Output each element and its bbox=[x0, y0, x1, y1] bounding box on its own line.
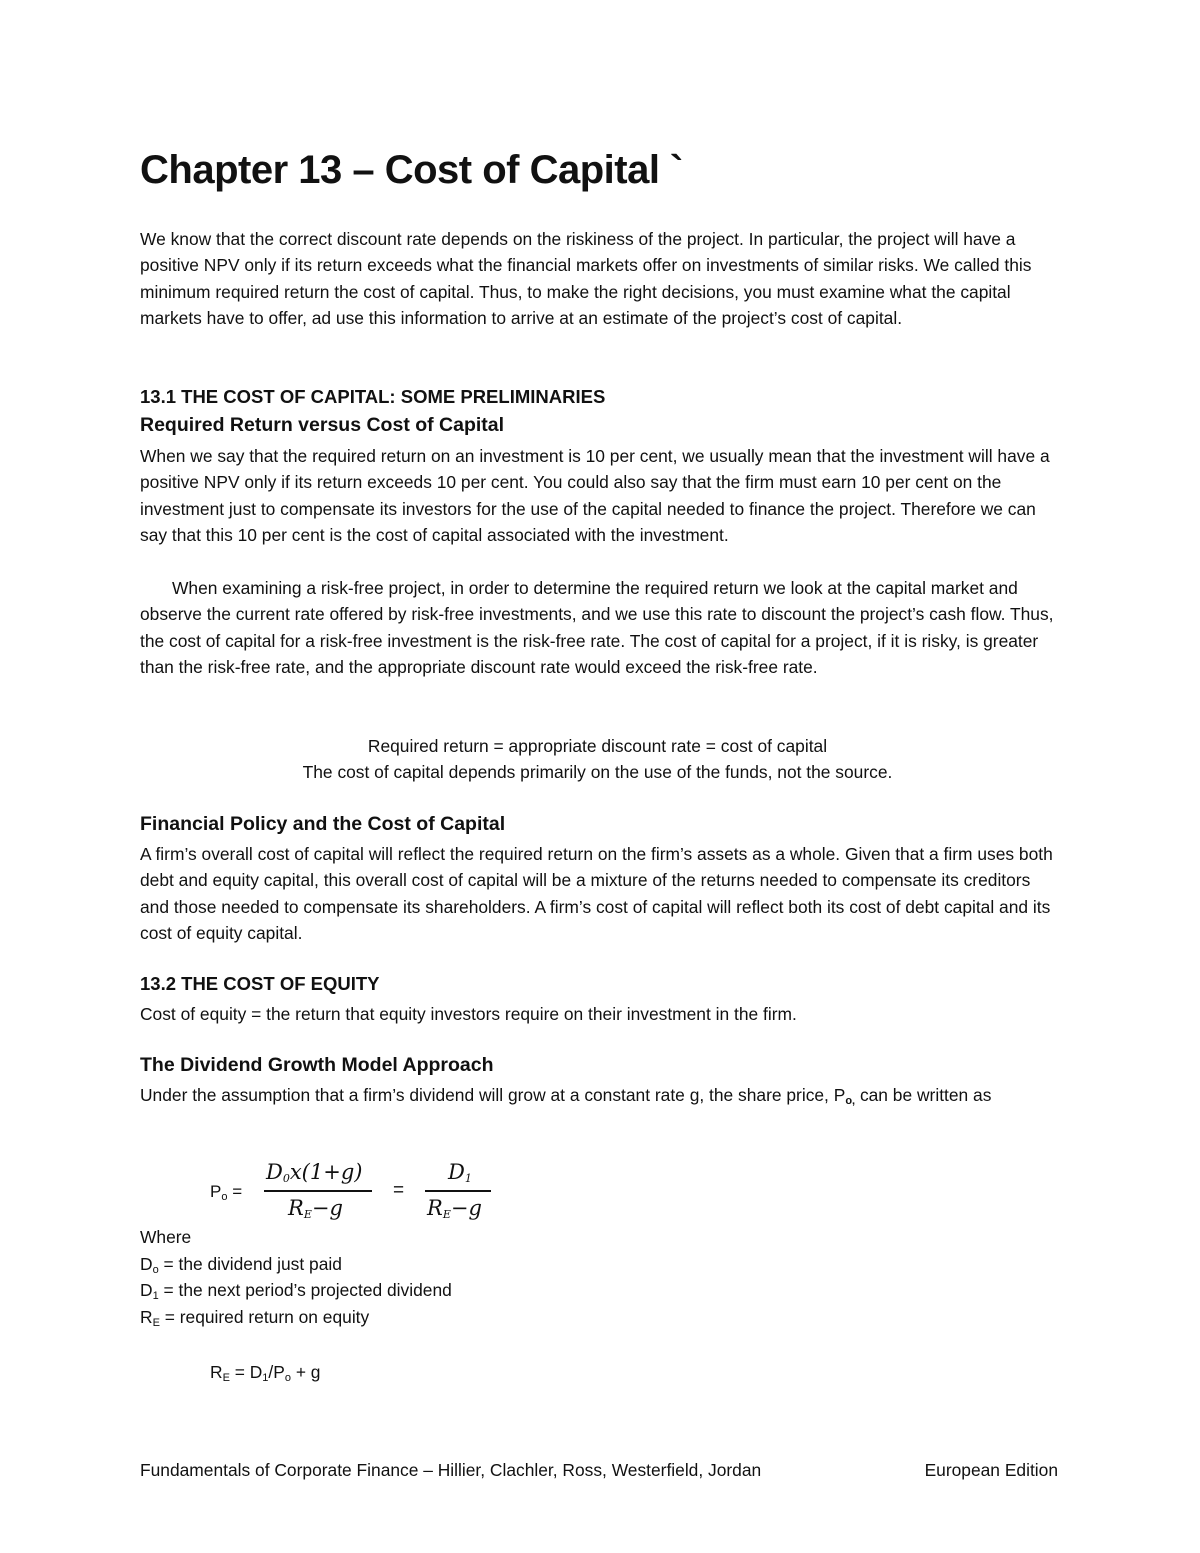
formula-denominator-1: $R_E-g$ bbox=[288, 1196, 343, 1221]
fraction-bar-1 bbox=[264, 1190, 372, 1192]
dividend-growth-paragraph: Under the assumption that a firm’s dividend will grow at a constant rate g, the share price, $P_{o,}$ can be written as bbox=[140, 1085, 992, 1107]
footer-edition: European Edition bbox=[924, 1460, 1058, 1480]
intro-paragraph: We know that the correct discount rate depends on the riskiness of the project. In particular, the project will have a positive NPV only if its return exceeds what the financial markets offer on investments of similar risks. We called this minimum required return the cost of capital. Thus, to make the right decisions, you must examine what the capital markets have to offer, ad use this information to arrive at an estimate of the project’s cost of capital. bbox=[140, 229, 1032, 329]
definition-d0: $D_o$ = the dividend just paid bbox=[140, 1254, 342, 1276]
page-footer bbox=[140, 1460, 1058, 1481]
dividend-growth-formula bbox=[140, 1160, 540, 1230]
dividend-growth-subheading: The Dividend Growth Model Approach bbox=[140, 1054, 494, 1076]
risk-free-paragraph: When examining a risk-free project, in order to determine the required return we look at the capital market and observe the current rate offered by risk-free investments, and we use this rate to discount the project’s cash flow. Thus, the cost of capital for a risk-free investment is the risk-free rate. The cost of capital for a project, if it is risky, is greater than the risk-free rate, and the appropriate discount rate would exceed the risk-free rate. bbox=[140, 578, 1054, 678]
footer-book-title: Fundamentals of Corporate Finance – Hillier, Clachler, Ross, Westerfield, Jordan bbox=[140, 1460, 762, 1480]
section-13-2-heading: 13.2 THE COST OF EQUITY bbox=[140, 973, 380, 994]
cost-of-equity-definition: Cost of equity = the return that equity investors require on their investment in the firm. bbox=[140, 1004, 797, 1024]
required-return-subheading: Required Return versus Cost of Capital bbox=[140, 414, 505, 436]
required-return-paragraph: When we say that the required return on an investment is 10 per cent, we usually mean that the investment will have a positive NPV only if its return exceeds 10 per cent. You could also say that the firm must earn 10 per cent on the investment just to compensate its investors for the use of the capital needed to finance the project. Therefore we can say that this 10 per cent is the cost of capital associated with the investment. bbox=[140, 446, 1050, 546]
cost-of-capital-note: The cost of capital depends primarily on the use of the funds, not the source. bbox=[302, 762, 893, 782]
required-return-equation: Required return = appropriate discount rate = cost of capital bbox=[367, 736, 828, 756]
formula-equals: = bbox=[393, 1180, 405, 1201]
formula-denominator-2: $R_E-g$ bbox=[427, 1196, 482, 1221]
cost-of-equity-equation: $R_E = D_1/P_o + g$ bbox=[210, 1362, 321, 1384]
definition-re: $R_E$ = required return on equity bbox=[140, 1307, 370, 1329]
section-13-1-heading: 13.1 THE COST OF CAPITAL: SOME PRELIMINARIES bbox=[140, 386, 606, 407]
formula-numerator-2: $D_1$ bbox=[448, 1160, 472, 1185]
where-label: Where bbox=[140, 1227, 192, 1247]
financial-policy-paragraph: A firm’s overall cost of capital will reflect the required return on the firm’s assets as a whole. Given that a firm uses both debt and equity capital, this overall cost of capital will be a mixture of the returns needed to compensate its creditors and those needed to compensate its shareholders. A firm’s cost of capital will reflect both its cost of debt capital and its cost of equity capital. bbox=[140, 844, 1053, 944]
definition-d1: $D_1$ = the next period’s projected dividend bbox=[140, 1280, 452, 1302]
formula-lhs: $P_o$ = bbox=[210, 1182, 243, 1203]
formula-numerator-1: $D_0x(1+g)$ bbox=[266, 1160, 363, 1185]
financial-policy-subheading: Financial Policy and the Cost of Capital bbox=[140, 813, 506, 835]
fraction-bar-2 bbox=[425, 1190, 491, 1192]
chapter-title: Chapter 13 – Cost of Capital ` bbox=[140, 148, 683, 192]
